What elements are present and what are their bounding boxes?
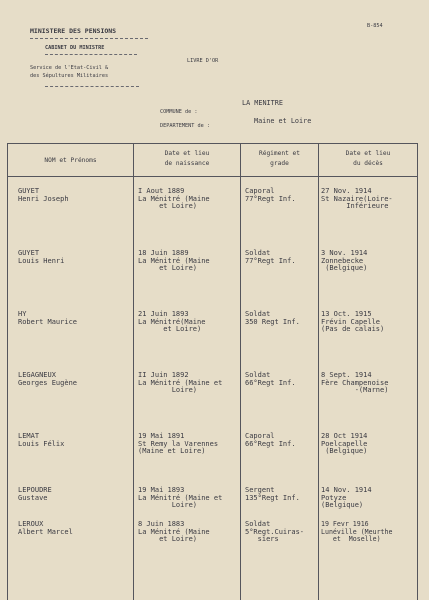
ministry-underline — [30, 38, 148, 39]
cell-deces: 27 Nov. 1914 St Nazaire(Loire- Inférieure — [321, 187, 393, 211]
document-reference: B-854 — [367, 23, 383, 29]
cell-nom: LEROUX Albert Marcel — [18, 520, 73, 536]
column-divider-2 — [240, 143, 241, 600]
cell-regiment: Caporal 66°Regt Inf. — [245, 432, 296, 448]
cell-naissance: 19 Mai 1891 St Remy la Varennes (Maine et Loire) — [138, 432, 219, 456]
header-deces: Date et lieu du décès — [345, 150, 391, 167]
livre-title: LIVRE D'OR — [187, 58, 219, 64]
table-right-border — [417, 143, 418, 600]
departement-value: Maine et Loire — [254, 117, 312, 125]
cell-naissance: II Juin 1892 La Ménitré (Maine et Loire) — [138, 371, 223, 395]
cell-deces: 19 Fevr 1916 Lunéville (Meurthe et Moselle) — [321, 520, 393, 544]
cell-nom: LEPOUDRE Gustave — [18, 486, 52, 502]
table-top-border — [7, 143, 417, 144]
departement-label: DEPARTEMENT de : — [160, 123, 210, 129]
commune-label: COMMUNE de : — [160, 109, 198, 115]
cell-regiment: Soldat 66°Regt Inf. — [245, 371, 296, 387]
cell-nom: HY Robert Maurice — [18, 310, 78, 326]
table-left-border — [7, 143, 8, 600]
cell-naissance: 18 Juin 1889 La Ménitré (Maine et Loire) — [138, 249, 210, 273]
column-divider-1 — [133, 143, 134, 600]
cell-regiment: Caporal 77°Regt Inf. — [245, 187, 296, 203]
cell-regiment: Soldat 350 Regt Inf. — [245, 310, 300, 326]
commune-value: LA MENITRE — [242, 99, 283, 107]
header-regiment: Régiment et grade — [259, 150, 300, 167]
cell-deces: 3 Nov. 1914 Zonnebecke (Belgique) — [321, 249, 368, 273]
cabinet-title: CABINET DU MINISTRE — [45, 45, 105, 51]
cell-regiment: Sergent 135°Regt Inf. — [245, 486, 300, 502]
cell-naissance: 8 Juin 1883 La Ménitré (Maine et Loire) — [138, 520, 210, 544]
cell-nom: LEMAT Louis Félix — [18, 432, 65, 448]
header-nom: NOM et Prénoms — [44, 157, 97, 164]
cell-regiment: Soldat 5°Regt.Cuiras- siers — [245, 520, 305, 544]
cell-naissance: 19 Mai 1893 La Ménitré (Maine et Loire) — [138, 486, 223, 510]
cell-naissance: I Aout 1889 La Ménitré (Maine et Loire) — [138, 187, 210, 211]
service-line-2: des Sépultures Militaires — [30, 73, 109, 79]
header-naissance: Date et lieu de naissance — [164, 150, 210, 167]
cell-deces: 13 Oct. 1915 Frévin Capelle (Pas de calais) — [321, 310, 385, 334]
service-line-1: Service de l'Etat-Civil & — [30, 65, 109, 71]
cell-regiment: Soldat 77°Regt Inf. — [245, 249, 296, 265]
cell-nom: LEGAGNEUX Georges Eugène — [18, 371, 78, 387]
cell-nom: GUYET Henri Joseph — [18, 187, 69, 203]
column-divider-3 — [318, 143, 319, 600]
cell-deces: 14 Nov. 1914 Potyze (Belgique) — [321, 486, 372, 510]
ministry-title: MINISTERE DES PENSIONS — [30, 27, 117, 35]
cell-naissance: 21 Juin 1893 La Ménitré(Maine et Loire) — [138, 310, 206, 334]
table-header-border — [7, 176, 417, 177]
cell-deces: 8 Sept. 1914 Fère Champenoise -(Marne) — [321, 371, 389, 395]
cell-nom: GUYET Louis Henri — [18, 249, 65, 265]
cabinet-underline — [45, 54, 137, 55]
cell-deces: 28 Oct 1914 Poelcapelle (Belgique) — [321, 432, 368, 456]
service-underline — [45, 86, 139, 87]
